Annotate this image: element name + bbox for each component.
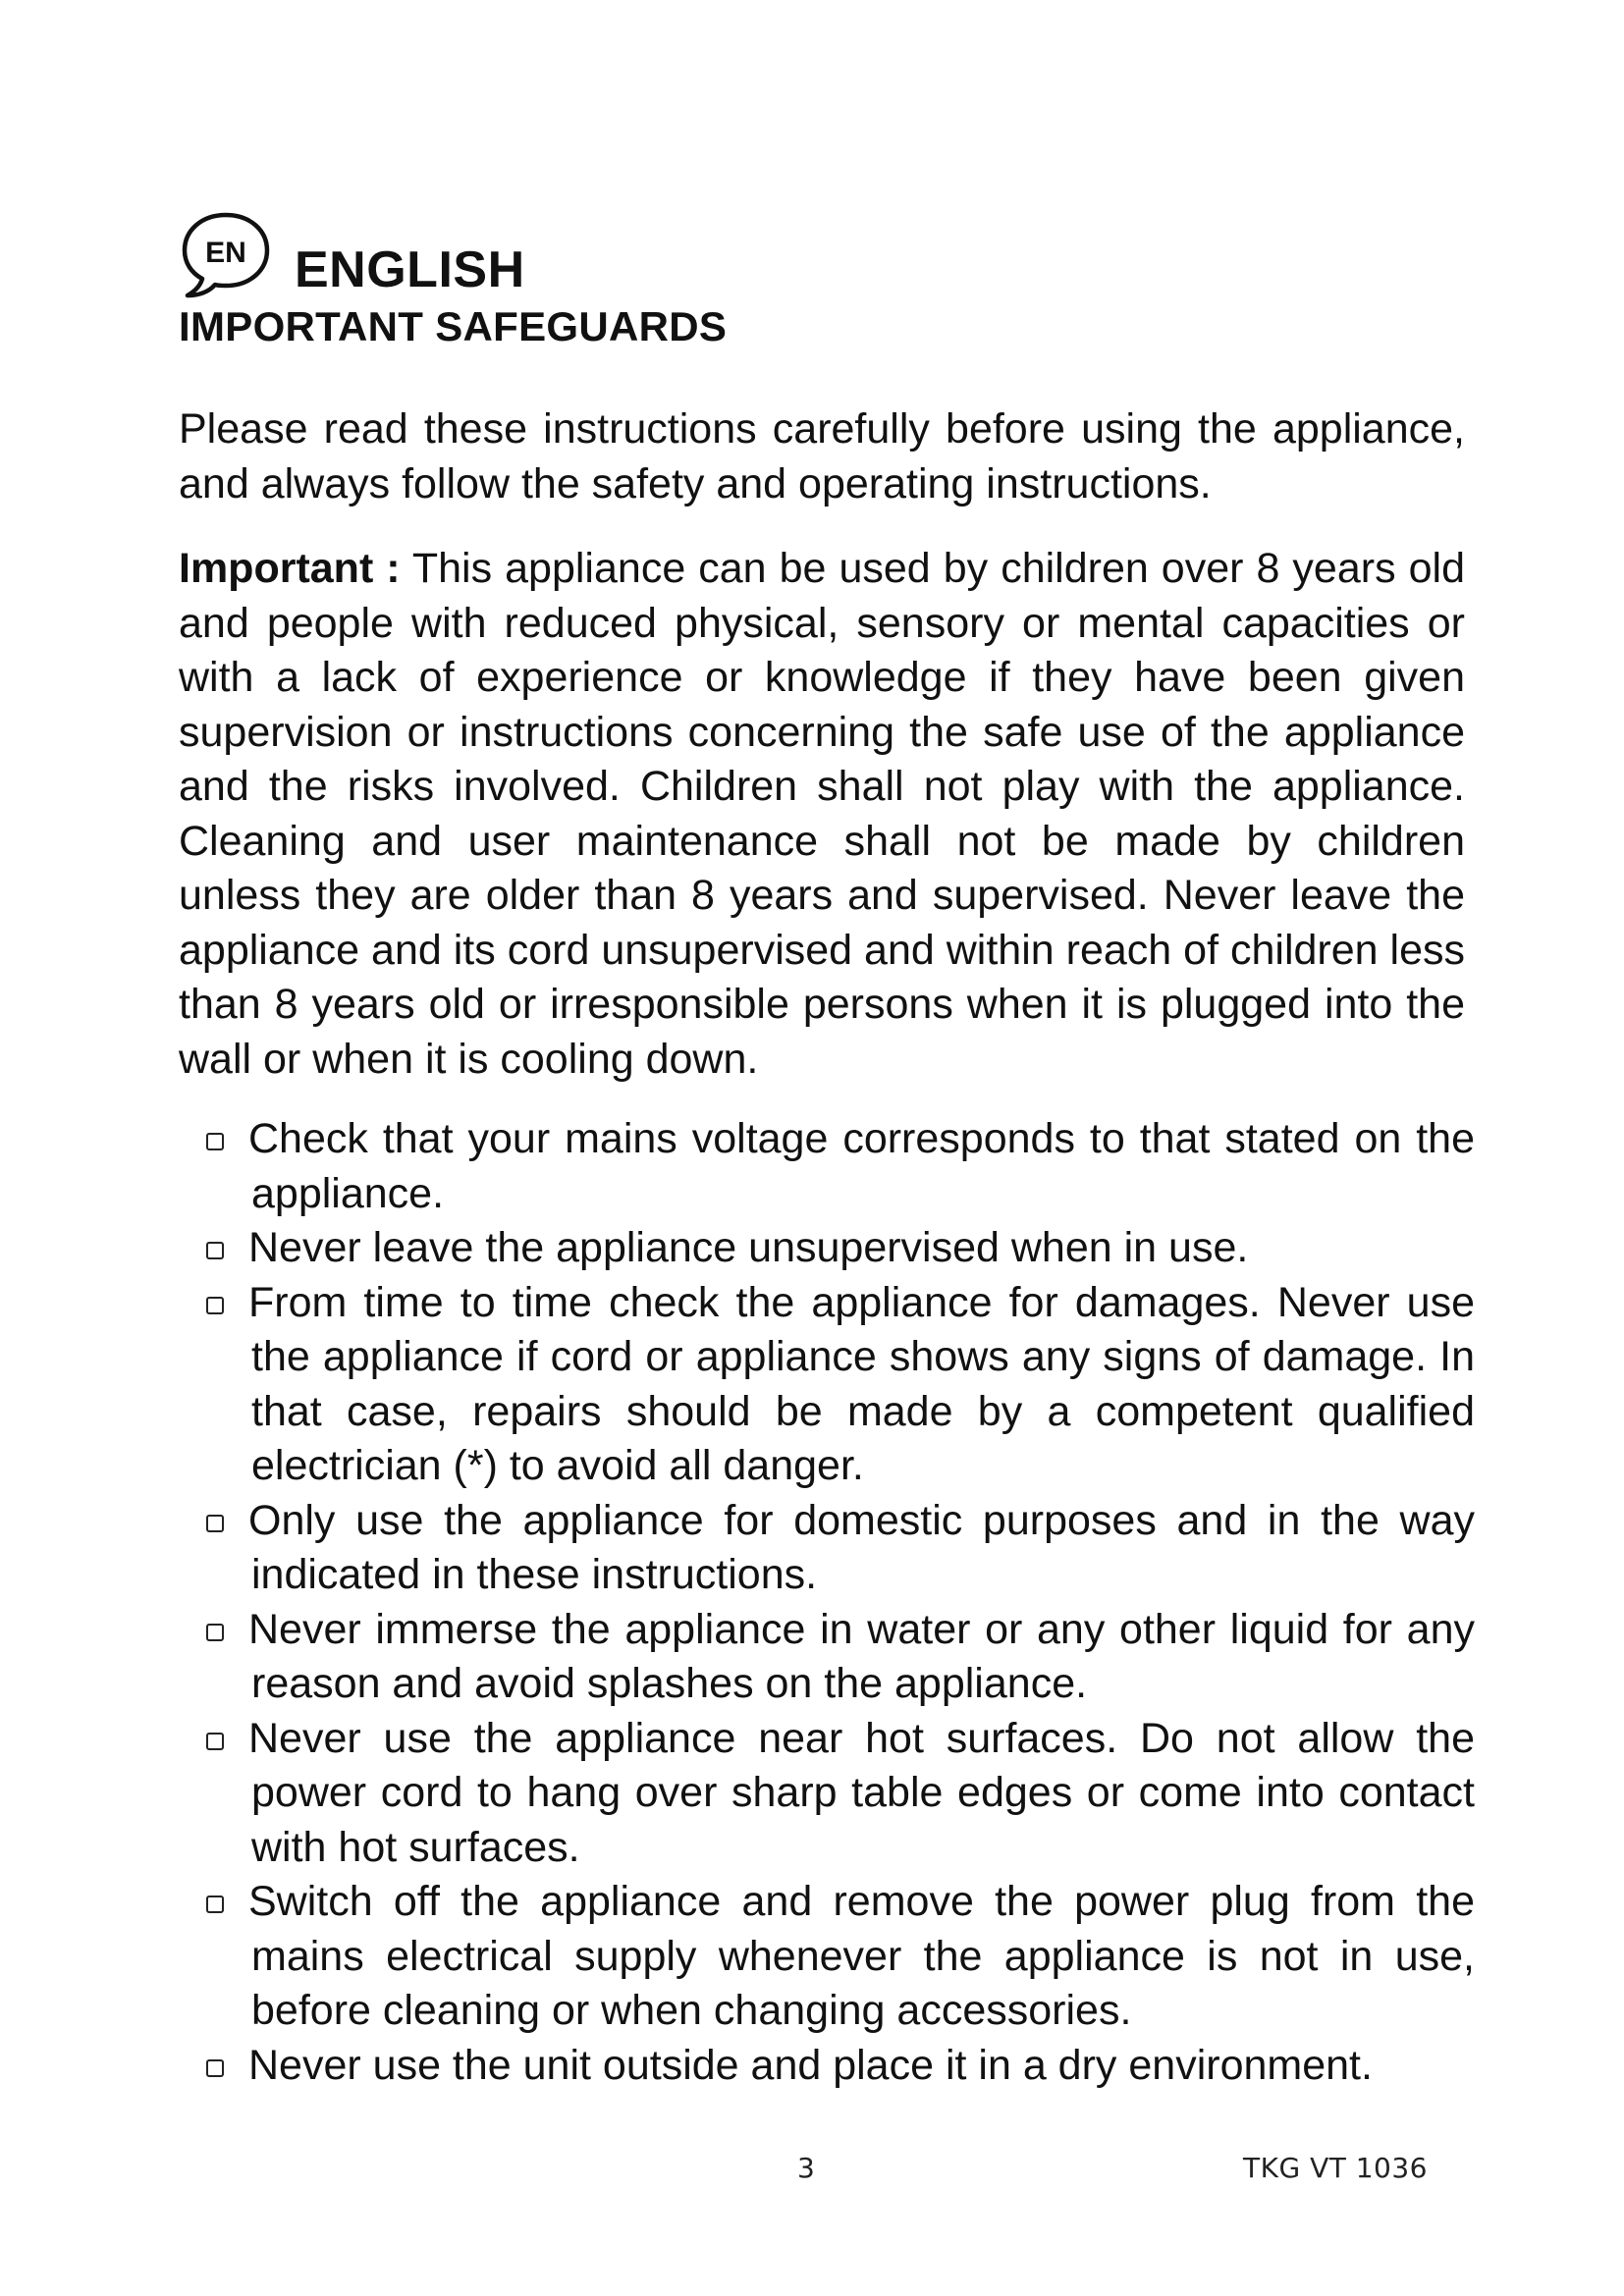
- list-item: [179, 1276, 1475, 1494]
- intro-paragraph: Please read these instructions carefully before using the appliance, and always follow the safety and operating instructions.: [179, 405, 1465, 507]
- language-title: ENGLISH: [295, 241, 525, 298]
- list-item: [179, 1494, 1475, 1603]
- list-item: [179, 2039, 1475, 2094]
- checkbox-bullet-icon: [206, 1297, 224, 1314]
- checkbox-bullet-icon: [206, 1624, 224, 1641]
- safeguards-list: [179, 1112, 1475, 2093]
- checkbox-bullet-icon: [206, 1242, 224, 1259]
- badge-text: EN: [205, 237, 246, 269]
- list-item: [179, 1221, 1475, 1276]
- list-item-text: Never use the unit outside and place it in a dry environment.: [248, 2041, 1373, 2089]
- list-item: [179, 1603, 1475, 1712]
- list-item: [179, 1712, 1475, 1876]
- speech-bubble-language-icon: [179, 209, 273, 299]
- important-paragraph: [179, 542, 1465, 1087]
- list-item: [179, 1875, 1475, 2039]
- list-item-text: Never use the appliance near hot surfaces. Do not allow the power cord to hang over sharp table edges or come into contact with hot surfaces.: [248, 1714, 1475, 1871]
- checkbox-bullet-icon: [206, 2059, 224, 2077]
- list-item-text: Only use the appliance for domestic purposes and in the way indicated in these instructions.: [248, 1496, 1475, 1598]
- checkbox-bullet-icon: [206, 1515, 224, 1532]
- checkbox-bullet-icon: [206, 1133, 224, 1150]
- list-item-text: Never leave the appliance unsupervised when in use.: [248, 1224, 1249, 1271]
- list-item-text: Switch off the appliance and remove the power plug from the mains electrical supply whenever the appliance is not in use, before cleaning or when changing accessories.: [248, 1878, 1475, 2034]
- language-header: [179, 201, 525, 299]
- list-item: [179, 1112, 1475, 1221]
- checkbox-bullet-icon: [206, 1896, 224, 1913]
- page-number: 3: [797, 2152, 815, 2184]
- important-text: This appliance can be used by children over 8 years old and people with reduced physical, sensory or mental capacities or with a lack of experience or knowledge if they have been given supervision or instructions concerning the safe use of the appliance and the risks involved. Children shall not play with the appliance. Cleaning and user maintenance shall not be made by children unless they are older than 8 years and supervised. Never leave the appliance and its cord unsupervised and within reach of children less than 8 years old or irresponsible persons when it is plugged into the wall or when it is cooling down.: [179, 545, 1465, 1083]
- list-item-text: Check that your mains voltage corresponds to that stated on the appliance.: [248, 1115, 1475, 1217]
- checkbox-bullet-icon: [206, 1733, 224, 1750]
- list-item-text: Never immerse the appliance in water or any other liquid for any reason and avoid splashes on the appliance.: [248, 1605, 1475, 1707]
- important-label: Important :: [179, 545, 401, 592]
- list-item-text: From time to time check the appliance for damages. Never use the appliance if cord or appliance shows any signs of damage. In that case, repairs should be made by a competent qualified electrician (*) to avoid all danger.: [248, 1278, 1475, 1489]
- model-number: TKG VT 1036: [1243, 2152, 1428, 2184]
- section-title: IMPORTANT SAFEGUARDS: [179, 303, 728, 349]
